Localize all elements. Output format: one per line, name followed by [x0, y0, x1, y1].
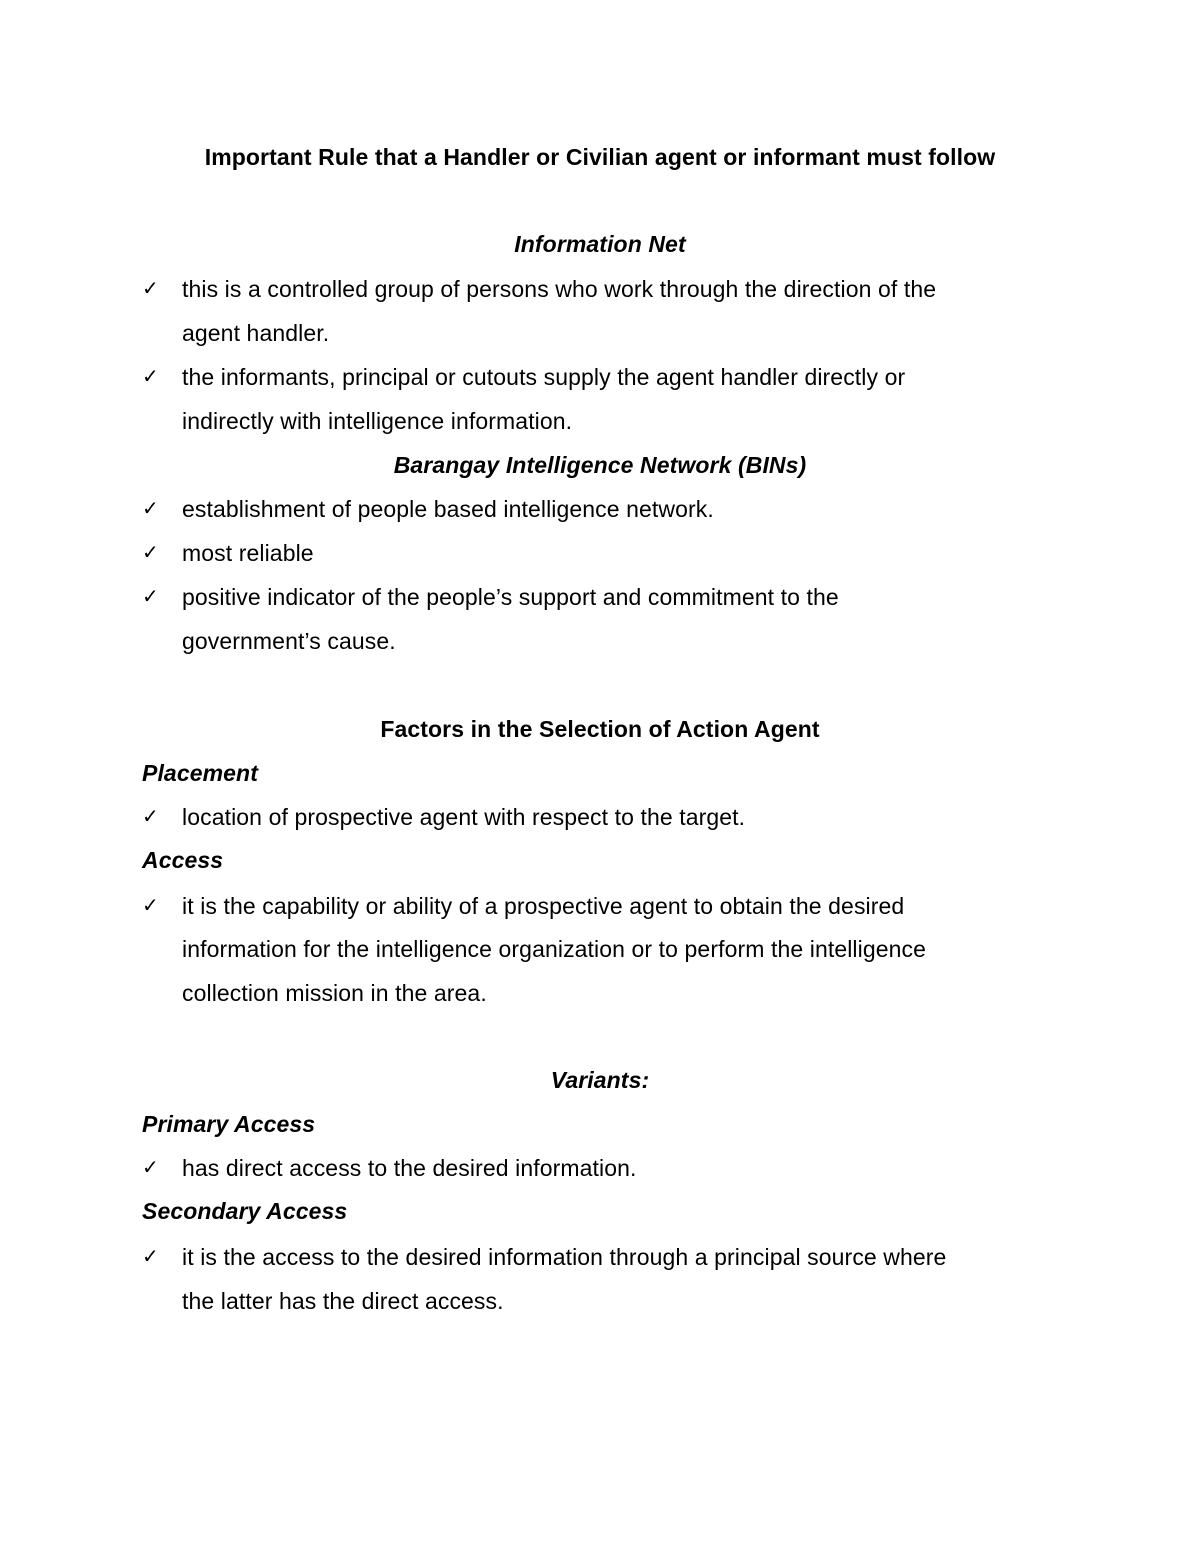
document-title: Important Rule that a Handler or Civilian agent or informant must follow: [204, 144, 996, 170]
bullet-text: information for the intelligence organization or to perform the intelligence: [182, 936, 927, 962]
bullet-text: location of prospective agent with respect to the target.: [182, 804, 746, 830]
checkmark-icon: ✓: [142, 893, 159, 917]
subheading-secondary-access: Secondary Access: [142, 1198, 348, 1224]
checkmark-icon: ✓: [142, 540, 159, 564]
subheading-primary-access: Primary Access: [142, 1111, 316, 1137]
section-heading-factors: Factors in the Selection of Action Agent: [380, 716, 820, 742]
bullet-text: this is a controlled group of persons who work through the direction of the: [182, 276, 937, 302]
checkmark-icon: ✓: [142, 1155, 159, 1179]
bullet-text: the informants, principal or cutouts supply the agent handler directly or: [182, 364, 906, 390]
bullet-text: agent handler.: [182, 320, 330, 346]
checkmark-icon: ✓: [142, 1244, 159, 1268]
bullet-text: collection mission in the area.: [182, 980, 487, 1006]
checkmark-icon: ✓: [142, 804, 159, 828]
bullet-text: it is the access to the desired information through a principal source where: [182, 1244, 947, 1270]
checkmark-icon: ✓: [142, 276, 159, 300]
section-heading-information-net: Information Net: [514, 231, 686, 257]
bullet-text: government’s cause.: [182, 628, 396, 654]
bullet-text: it is the capability or ability of a prospective agent to obtain the desired: [182, 893, 905, 919]
section-heading-variants: Variants:: [550, 1067, 650, 1093]
section-heading-bins: Barangay Intelligence Network (BINs): [393, 452, 807, 478]
bullet-text: has direct access to the desired information.: [182, 1155, 637, 1181]
checkmark-icon: ✓: [142, 496, 159, 520]
subheading-placement: Placement: [142, 760, 258, 786]
subheading-access: Access: [142, 847, 224, 873]
bullet-text: establishment of people based intelligence network.: [182, 496, 714, 522]
bullet-text: most reliable: [182, 540, 314, 566]
bullet-text: the latter has the direct access.: [182, 1288, 504, 1314]
checkmark-icon: ✓: [142, 364, 159, 388]
bullet-text: positive indicator of the people’s support and commitment to the: [182, 584, 839, 610]
bullet-text: indirectly with intelligence information.: [182, 408, 573, 434]
checkmark-icon: ✓: [142, 584, 159, 608]
